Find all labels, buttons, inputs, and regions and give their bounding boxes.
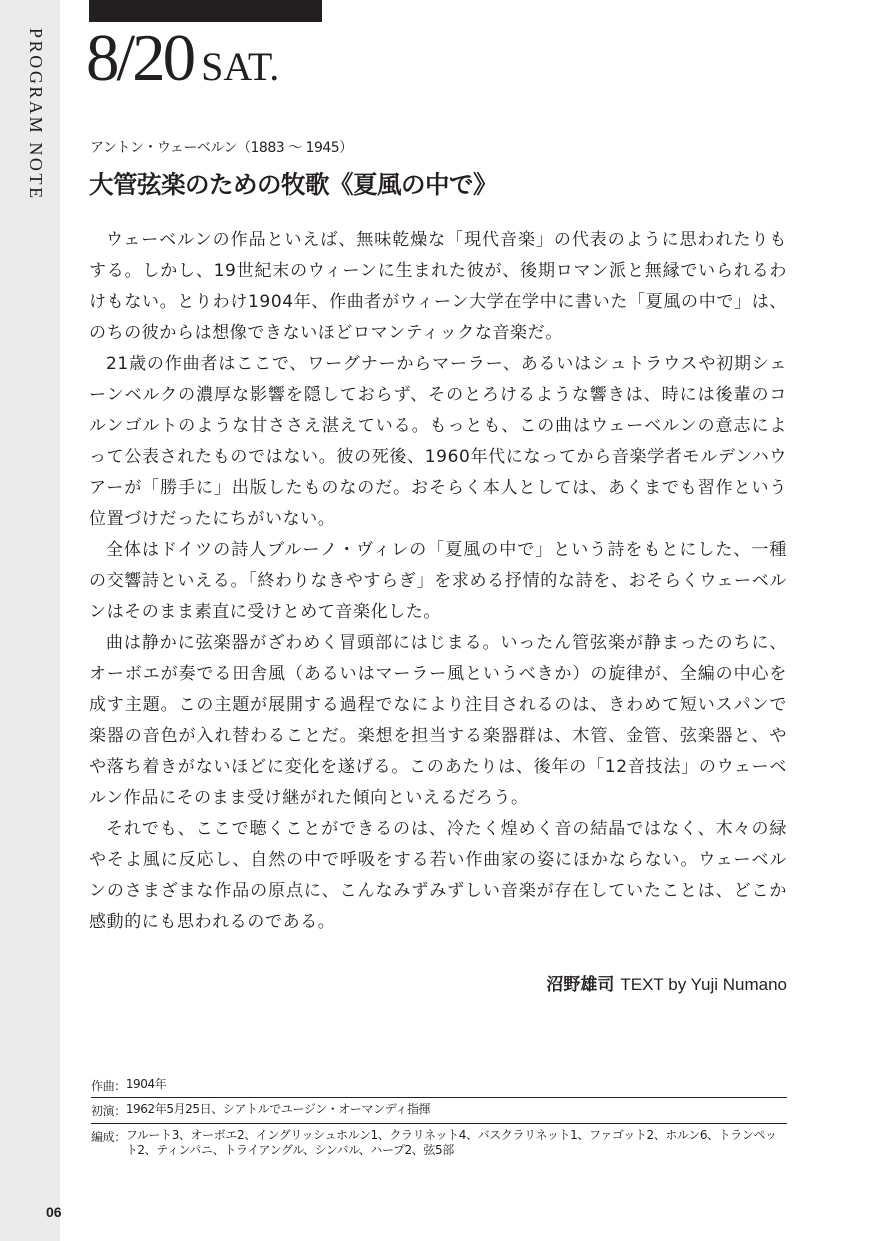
info-row-premiere [91,1097,787,1123]
info-row-composed [91,1077,787,1097]
info-label: 初演： [91,1104,126,1118]
program-note-text [89,225,787,938]
date-weekday: SAT. [201,44,280,89]
info-value: 1962年5月25日、シアトルでユージン・オーマンディ指揮 [125,1102,431,1116]
paragraph-2: 21歳の作曲者はここで、ワーグナーからマーラー、あるいはシュトラウスや初期シェーンベルクの濃厚な影響を隠しておらず、そのとろけるような響きは、時には後輩のコルンゴルトのような甘ささえ湛えている。もっとも、この曲はウェーベルンの意志によって公表されたものではない。彼の死後、1960年代になってから音楽学者モルデンハウアーが「勝手に」出版したものなのだ。おそらく本人としては、あくまでも習作という位置づけだったにちがいない。 [89,354,787,529]
author-credit [546,970,787,995]
work-title: 大管弦楽のための牧歌《夏風の中で》 [89,170,497,199]
paragraph-5: それでも、ここで聴くことができるのは、冷たく煌めく音の結晶ではなく、木々の緑やそよ風に反応し、自然の中で呼吸をする若い作曲家の姿にほかならない。ウェーベルンのさまざまな作品の原点に、こんなみずみずしい音楽が存在していたことは、どこか感動的にも思われるのである。 [89,819,787,932]
date-number: 8/20 [86,21,194,95]
paragraph-4: 曲は静かに弦楽器がざわめく冒頭部にはじまる。いったん管弦楽が静まったのちに、オーボエが奏でる田舎風（あるいはマーラー風というべきか）の旋律が、全編の中心を成す主題。この主題が展開する過程でなにより注目されるのは、きわめて短いスパンで楽器の音色が入れ替わることだ。楽想を担当する楽器群は、木管、金管、弦楽器と、やや落ち着きがないほどに変化を遂げる。このあたりは、後年の「12音技法」のウェーベルン作品にそのまま受け継がれた傾向といえるだろう。 [89,633,787,808]
paragraph-3: 全体はドイツの詩人ブルーノ・ヴィレの「夏風の中で」という詩をもとにした、一種の交響詩といえる。「終わりなきやすらぎ」を求める抒情的な詩を、おそらくウェーベルンはそのまま素直に受けとめて音楽化した。 [89,540,787,622]
info-label: 編成： [91,1130,126,1144]
info-label: 作曲： [91,1079,126,1093]
composer-name: アントン・ウェーベルン（1883 ～ 1945） [90,140,353,156]
section-label: PROGRAM NOTE [26,28,46,201]
author-name-jp: 沼野雄司 [546,975,615,995]
header-bar [89,0,322,22]
paragraph-1: ウェーベルンの作品といえば、無味乾燥な「現代音楽」の代表のように思われたりもする。しかし、19世紀末のウィーンに生まれた彼が、後期ロマン派と無縁でいられるわけもない。とりわけ1904年、作曲者がウィーン大学在学中に書いた「夏風の中で」は、のちの彼からは想像できないほどロマンティックな音楽だ。 [89,230,787,343]
work-info-table [91,1077,787,1160]
page-number: 06 [46,1204,62,1220]
info-row-instrumentation [91,1123,787,1160]
author-name-en: TEXT by Yuji Numano [620,975,787,994]
info-value: 1904年 [125,1077,167,1091]
concert-date [86,20,279,97]
info-value: フルート3、オーボエ2、イングリッシュホルン1、クラリネット4、バスクラリネット1、ファゴット2、ホルン6、トランペット2、ティンパニ、トライアングル、シンバル、ハープ2、弦5部 [125,1128,777,1157]
